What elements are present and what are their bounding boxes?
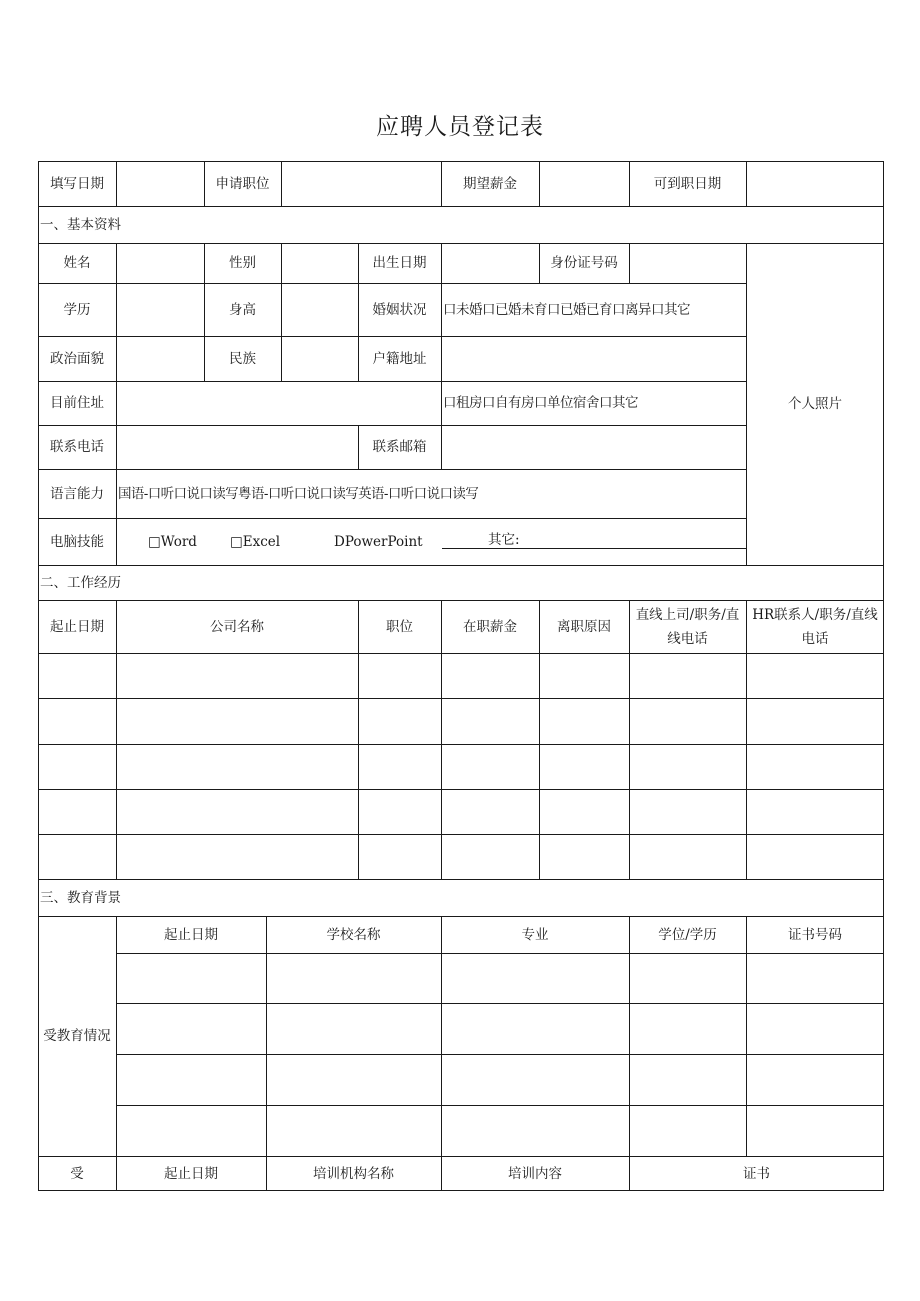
photo-area[interactable]: 个人照片: [788, 396, 842, 412]
work-header-position: 职位: [386, 618, 413, 635]
section-education: 三、教育背景: [40, 889, 121, 906]
name-field[interactable]: [117, 244, 204, 283]
id-number-label: 身份证号码: [550, 255, 618, 271]
salary-field[interactable]: [540, 162, 629, 206]
edu-header-certificate: 证书号码: [788, 926, 842, 943]
education-row[interactable]: [117, 1106, 884, 1156]
training-header-dates: 起止日期: [164, 1165, 218, 1182]
housing-options[interactable]: 口租房口自有房口单位宿舍口其它: [443, 395, 638, 411]
height-field[interactable]: [282, 284, 358, 336]
edu-header-degree: 学位/学历: [658, 926, 717, 943]
address-label: 目前住址: [50, 395, 104, 411]
other-skill-label: 其它:: [488, 532, 520, 548]
work-header-hr-contact: HR联系人/职务/直线电话: [752, 606, 878, 647]
education-row[interactable]: [117, 1055, 884, 1105]
work-row[interactable]: [38, 744, 884, 789]
edu-header-school: 学校名称: [326, 926, 381, 943]
work-header-reason: 离职原因: [557, 618, 611, 635]
work-row[interactable]: [38, 789, 884, 834]
other-skill-field[interactable]: [546, 530, 742, 546]
training-side-label: 受: [70, 1165, 84, 1182]
powerpoint-checkbox[interactable]: DPowerPoint: [334, 533, 423, 550]
phone-field[interactable]: [117, 426, 358, 469]
work-header-supervisor: 直线上司/职务/直线电话: [635, 606, 740, 647]
birth-field[interactable]: [442, 244, 539, 283]
language-options[interactable]: 国语-口听口说口读写粤语-口听口说口读写英语-口听口说口读写: [118, 485, 479, 502]
edu-header-major: 专业: [521, 926, 549, 943]
fill-date-label: 填写日期: [50, 175, 104, 192]
work-row[interactable]: [38, 653, 884, 698]
work-header-dates: 起止日期: [50, 618, 104, 635]
page-title: 应聘人员登记表: [376, 114, 544, 140]
excel-checkbox[interactable]: □Excel: [230, 533, 281, 550]
training-header-content: 培训内容: [508, 1165, 562, 1182]
start-date-field[interactable]: [747, 162, 883, 206]
fill-date-field[interactable]: [117, 162, 204, 206]
education-label: 学历: [63, 301, 91, 318]
name-label: 姓名: [63, 255, 91, 271]
email-field[interactable]: [442, 426, 746, 469]
gender-label: 性别: [229, 255, 256, 271]
training-header-institution: 培训机构名称: [313, 1165, 394, 1182]
education-row[interactable]: [117, 954, 884, 1003]
hukou-field[interactable]: [442, 337, 746, 381]
edu-header-dates: 起止日期: [164, 926, 218, 943]
marital-label: 婚姻状况: [372, 301, 427, 318]
section-work-history: 二、工作经历: [40, 574, 121, 591]
work-row[interactable]: [38, 698, 884, 744]
email-label: 联系邮箱: [372, 439, 427, 455]
start-date-label: 可到职日期: [653, 175, 722, 192]
ethnicity-label: 民族: [229, 350, 256, 367]
work-row[interactable]: [38, 834, 884, 879]
language-label: 语言能力: [50, 485, 104, 502]
training-header-certificate: 证书: [743, 1165, 770, 1182]
political-field[interactable]: [117, 337, 204, 381]
work-header-company: 公司名称: [210, 618, 264, 635]
education-row[interactable]: [117, 1004, 884, 1054]
height-label: 身高: [229, 301, 256, 318]
education-side-label: 受教育情况: [43, 1028, 111, 1044]
ethnicity-field[interactable]: [282, 337, 358, 381]
section-basic-info: 一、基本资料: [40, 216, 121, 233]
marital-options[interactable]: 口未婚口已婚未育口已婚已育口离异口其它: [443, 301, 690, 318]
gender-field[interactable]: [282, 244, 358, 283]
id-number-field[interactable]: [630, 244, 746, 283]
work-header-salary: 在职薪金: [463, 618, 517, 635]
computer-label: 电脑技能: [50, 533, 104, 550]
phone-label: 联系电话: [50, 439, 104, 455]
position-label: 申请职位: [215, 175, 270, 192]
education-field[interactable]: [117, 284, 204, 336]
birth-label: 出生日期: [372, 255, 427, 271]
salary-label: 期望薪金: [463, 175, 517, 192]
address-field[interactable]: [117, 382, 441, 425]
political-label: 政治面貌: [50, 350, 104, 367]
position-field[interactable]: [282, 162, 441, 206]
hukou-label: 户籍地址: [372, 350, 427, 367]
word-checkbox[interactable]: □Word: [148, 533, 197, 550]
